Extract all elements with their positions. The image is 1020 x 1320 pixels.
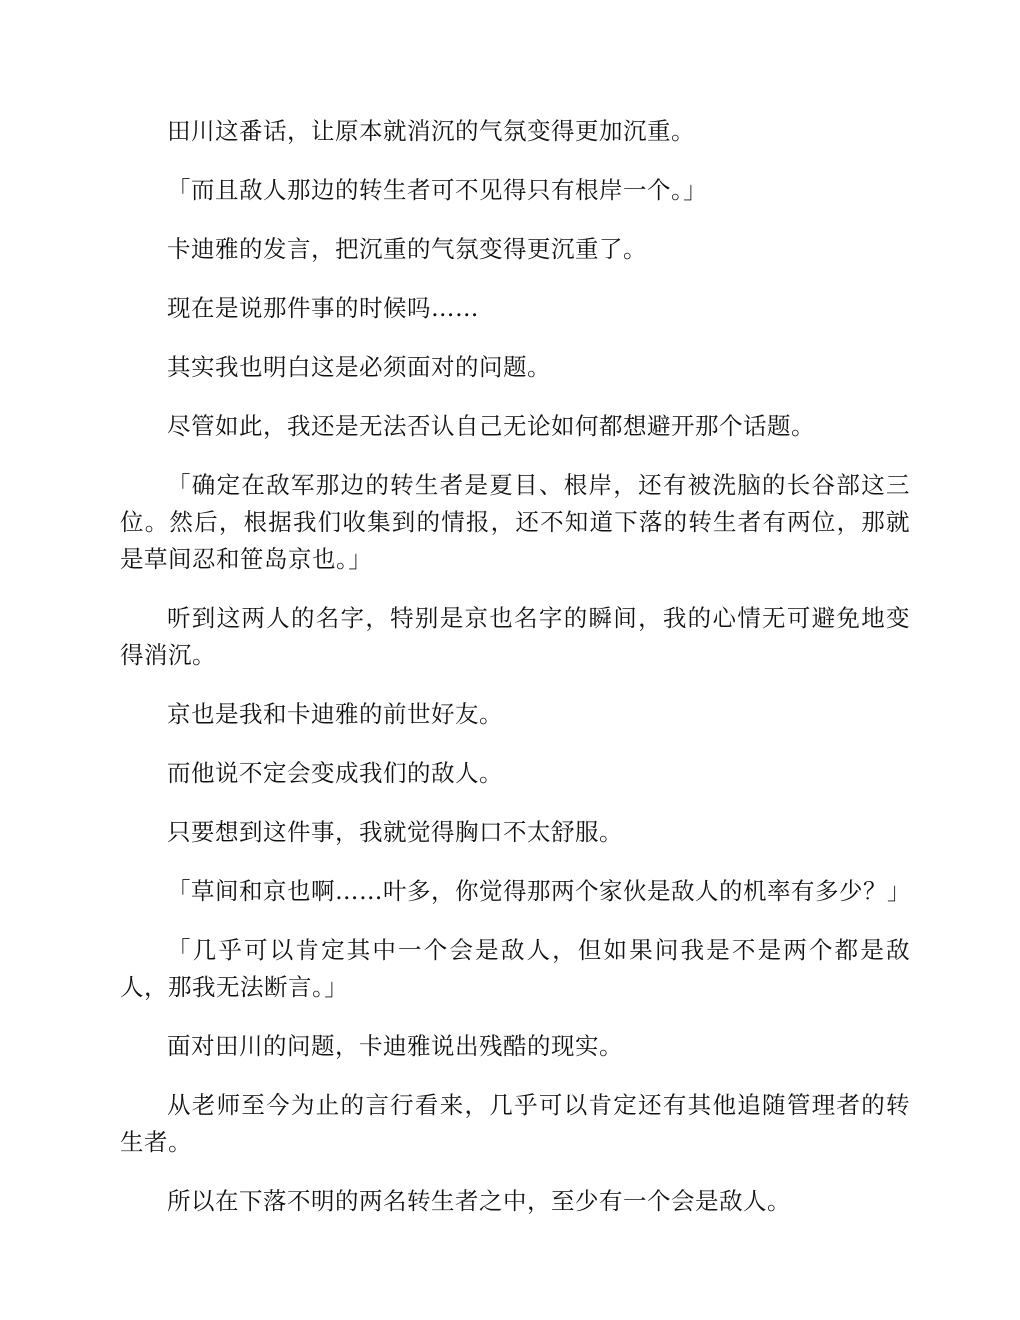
paragraph: 面对田川的问题，卡迪雅说出残酷的现实。 [167, 1032, 623, 1060]
document-page [120, 113, 910, 1242]
paragraph: 卡迪雅的发言，把沉重的气氛变得更沉重了。 [167, 235, 647, 263]
paragraph: 现在是说那件事的时候吗…… [167, 294, 479, 322]
paragraph: 听到这两人的名字，特别是京也名字的瞬间，我的心情无可避免地变得消沉。 [120, 604, 910, 669]
paragraph: 而他说不定会变成我们的敌人。 [167, 759, 503, 787]
paragraph: 其实我也明白这是必须面对的问题。 [167, 353, 551, 381]
dialogue-paragraph: 「几乎可以肯定其中一个会是敌人，但如果问我是不是两个都是敌人，那我无法断言。」 [120, 936, 910, 1001]
paragraph: 尽管如此，我还是无法否认自己无论如何都想避开那个话题。 [167, 412, 815, 440]
dialogue-paragraph: 「确定在敌军那边的转生者是夏目、根岸，还有被洗脑的长谷部这三位。然后，根据我们收集到的情报，还不知道下落的转生者有两位，那就是草间忍和笹岛京也。」 [120, 471, 910, 573]
paragraph: 所以在下落不明的两名转生者之中，至少有一个会是敌人。 [167, 1187, 791, 1215]
paragraph: 田川这番话，让原本就消沉的气氛变得更加沉重。 [167, 117, 695, 145]
dialogue-paragraph: 「而且敌人那边的转生者可不见得只有根岸一个。」 [167, 176, 708, 204]
dialogue-paragraph: 「草间和京也啊……叶多，你觉得那两个家伙是敌人的机率有多少？」 [167, 877, 911, 905]
paragraph: 从老师至今为止的言行看来，几乎可以肯定还有其他追随管理者的转生者。 [120, 1091, 910, 1156]
paragraph: 只要想到这件事，我就觉得胸口不太舒服。 [167, 818, 623, 846]
paragraph: 京也是我和卡迪雅的前世好友。 [167, 700, 503, 728]
